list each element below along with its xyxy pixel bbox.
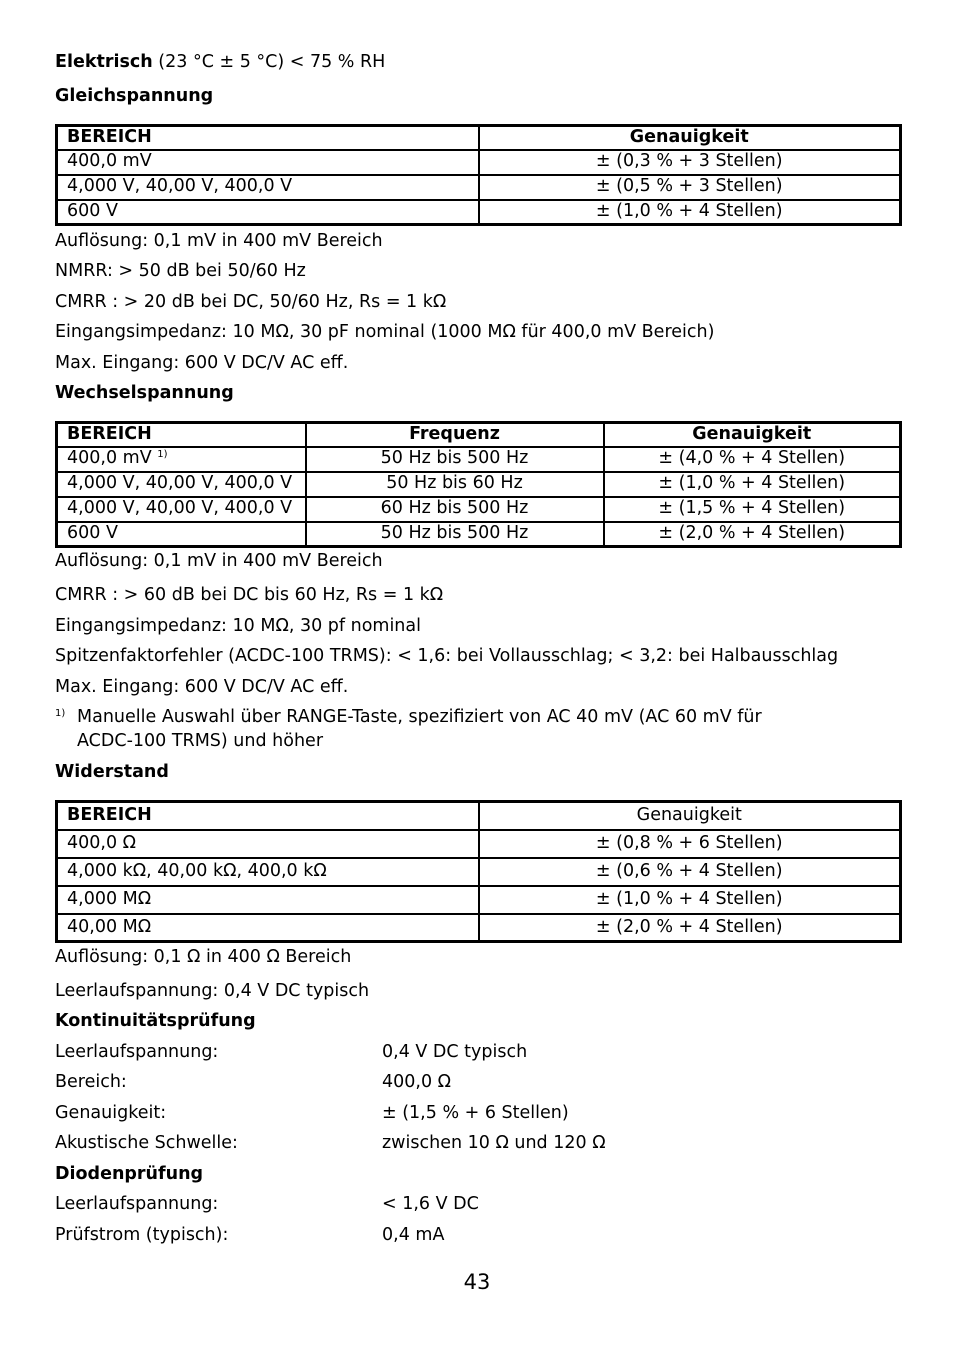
cell-range: 400,0 mV bbox=[57, 150, 479, 175]
cell-accuracy: ± (1,0 % + 4 Stellen) bbox=[479, 200, 901, 225]
col-header-accuracy: Genauigkeit bbox=[479, 802, 901, 830]
table-row bbox=[57, 447, 901, 472]
table-row bbox=[57, 150, 901, 175]
resistance-heading: Widerstand bbox=[55, 762, 169, 782]
footnote-text: ACDC-100 TRMS) und höher bbox=[77, 731, 324, 751]
cell-accuracy: ± (0,5 % + 3 Stellen) bbox=[479, 175, 901, 200]
cell-accuracy: ± (4,0 % + 4 Stellen) bbox=[604, 447, 901, 472]
title-conditions: (23 °C ± 5 °C) < 75 % RH bbox=[158, 52, 386, 72]
cell-range: 4,000 MΩ bbox=[57, 886, 479, 914]
dc-note: CMRR : > 20 dB bei DC, 50/60 Hz, Rs = 1 kΩ bbox=[55, 292, 447, 312]
cell-range: 600 V bbox=[57, 522, 306, 547]
spec-value: zwischen 10 Ω und 120 Ω bbox=[382, 1133, 606, 1153]
spec-label: Bereich: bbox=[55, 1072, 127, 1092]
table-row bbox=[57, 886, 901, 914]
dc-note: NMRR: > 50 dB bei 50/60 Hz bbox=[55, 261, 306, 281]
cell-accuracy: ± (1,0 % + 4 Stellen) bbox=[479, 886, 901, 914]
cell-accuracy: ± (0,3 % + 3 Stellen) bbox=[479, 150, 901, 175]
col-header-accuracy: Genauigkeit bbox=[604, 423, 901, 447]
dc-note: Eingangsimpedanz: 10 MΩ, 30 pF nominal (1000 MΩ für 400,0 mV Bereich) bbox=[55, 322, 715, 342]
table-row bbox=[57, 914, 901, 942]
spec-label: Genauigkeit: bbox=[55, 1103, 167, 1123]
resistance-spec-table bbox=[55, 800, 902, 943]
dc-spec-table bbox=[55, 124, 902, 226]
cell-accuracy: ± (2,0 % + 4 Stellen) bbox=[604, 522, 901, 547]
ac-note: Auflösung: 0,1 mV in 400 mV Bereich bbox=[55, 551, 383, 571]
cell-range: 600 V bbox=[57, 200, 479, 225]
footnote-mark: 1) bbox=[55, 708, 66, 719]
spec-value: 0,4 V DC typisch bbox=[382, 1042, 528, 1062]
cell-frequency: 60 Hz bis 500 Hz bbox=[306, 497, 604, 522]
spec-label: Akustische Schwelle: bbox=[55, 1133, 238, 1153]
page-number: 43 bbox=[463, 1270, 491, 1294]
spec-label: Prüfstrom (typisch): bbox=[55, 1225, 229, 1245]
cell-accuracy: ± (1,0 % + 4 Stellen) bbox=[604, 472, 901, 497]
cell-range: 4,000 kΩ, 40,00 kΩ, 400,0 kΩ bbox=[57, 858, 479, 886]
cell-accuracy: ± (1,5 % + 4 Stellen) bbox=[604, 497, 901, 522]
spec-value: ± (1,5 % + 6 Stellen) bbox=[382, 1103, 569, 1123]
table-row bbox=[57, 472, 901, 497]
col-header-range: BEREICH bbox=[57, 423, 306, 447]
continuity-heading: Kontinuitätsprüfung bbox=[55, 1011, 256, 1031]
table-row bbox=[57, 497, 901, 522]
table-row bbox=[57, 522, 901, 547]
col-header-frequency: Frequenz bbox=[306, 423, 604, 447]
cell-accuracy: ± (0,6 % + 4 Stellen) bbox=[479, 858, 901, 886]
section-title-electrical bbox=[55, 54, 385, 72]
footnote-ref: 1) bbox=[157, 449, 168, 461]
cell-range: 4,000 V, 40,00 V, 400,0 V bbox=[57, 472, 306, 497]
cell-frequency: 50 Hz bis 500 Hz bbox=[306, 522, 604, 547]
cell-range: 4,000 V, 40,00 V, 400,0 V bbox=[57, 175, 479, 200]
diode-heading: Diodenprüfung bbox=[55, 1164, 204, 1184]
cell-accuracy: ± (0,8 % + 6 Stellen) bbox=[479, 830, 901, 858]
cell-range bbox=[57, 447, 306, 472]
table-header-row bbox=[57, 126, 901, 150]
table-row bbox=[57, 830, 901, 858]
cell-range: 40,00 MΩ bbox=[57, 914, 479, 942]
spec-value: 0,4 mA bbox=[382, 1225, 445, 1245]
cell-frequency: 50 Hz bis 500 Hz bbox=[306, 447, 604, 472]
resistance-note: Auflösung: 0,1 Ω in 400 Ω Bereich bbox=[55, 947, 352, 967]
table-row bbox=[57, 858, 901, 886]
ac-note: Eingangsimpedanz: 10 MΩ, 30 pf nominal bbox=[55, 616, 421, 636]
ac-note: CMRR : > 60 dB bei DC bis 60 Hz, Rs = 1 kΩ bbox=[55, 585, 444, 605]
col-header-range: BEREICH bbox=[57, 126, 479, 150]
spec-label: Leerlaufspannung: bbox=[55, 1194, 219, 1214]
col-header-accuracy: Genauigkeit bbox=[479, 126, 901, 150]
cell-range: 4,000 V, 40,00 V, 400,0 V bbox=[57, 497, 306, 522]
ac-heading: Wechselspannung bbox=[55, 383, 234, 403]
dc-note: Max. Eingang: 600 V DC/V AC eff. bbox=[55, 353, 349, 373]
spec-value: < 1,6 V DC bbox=[382, 1194, 479, 1214]
table-header-row bbox=[57, 423, 901, 447]
table-header-row bbox=[57, 802, 901, 830]
cell-range-text: 400,0 mV bbox=[67, 448, 152, 469]
title-bold: Elektrisch bbox=[55, 52, 153, 72]
table-row bbox=[57, 175, 901, 200]
dc-heading: Gleichspannung bbox=[55, 86, 214, 106]
spec-value: 400,0 Ω bbox=[382, 1072, 452, 1092]
ac-note: Max. Eingang: 600 V DC/V AC eff. bbox=[55, 677, 349, 697]
ac-spec-table bbox=[55, 421, 902, 548]
cell-frequency: 50 Hz bis 60 Hz bbox=[306, 472, 604, 497]
dc-note: Auflösung: 0,1 mV in 400 mV Bereich bbox=[55, 231, 383, 251]
table-row bbox=[57, 200, 901, 225]
ac-note: Spitzenfaktorfehler (ACDC-100 TRMS): < 1,6: bei Vollausschlag; < 3,2: bei Halbausschlag bbox=[55, 646, 839, 666]
footnote-text: Manuelle Auswahl über RANGE-Taste, spezifiziert von AC 40 mV (AC 60 mV für bbox=[77, 707, 762, 727]
cell-accuracy: ± (2,0 % + 4 Stellen) bbox=[479, 914, 901, 942]
resistance-note: Leerlaufspannung: 0,4 V DC typisch bbox=[55, 981, 370, 1001]
spec-label: Leerlaufspannung: bbox=[55, 1042, 219, 1062]
cell-range: 400,0 Ω bbox=[57, 830, 479, 858]
col-header-range: BEREICH bbox=[57, 802, 479, 830]
